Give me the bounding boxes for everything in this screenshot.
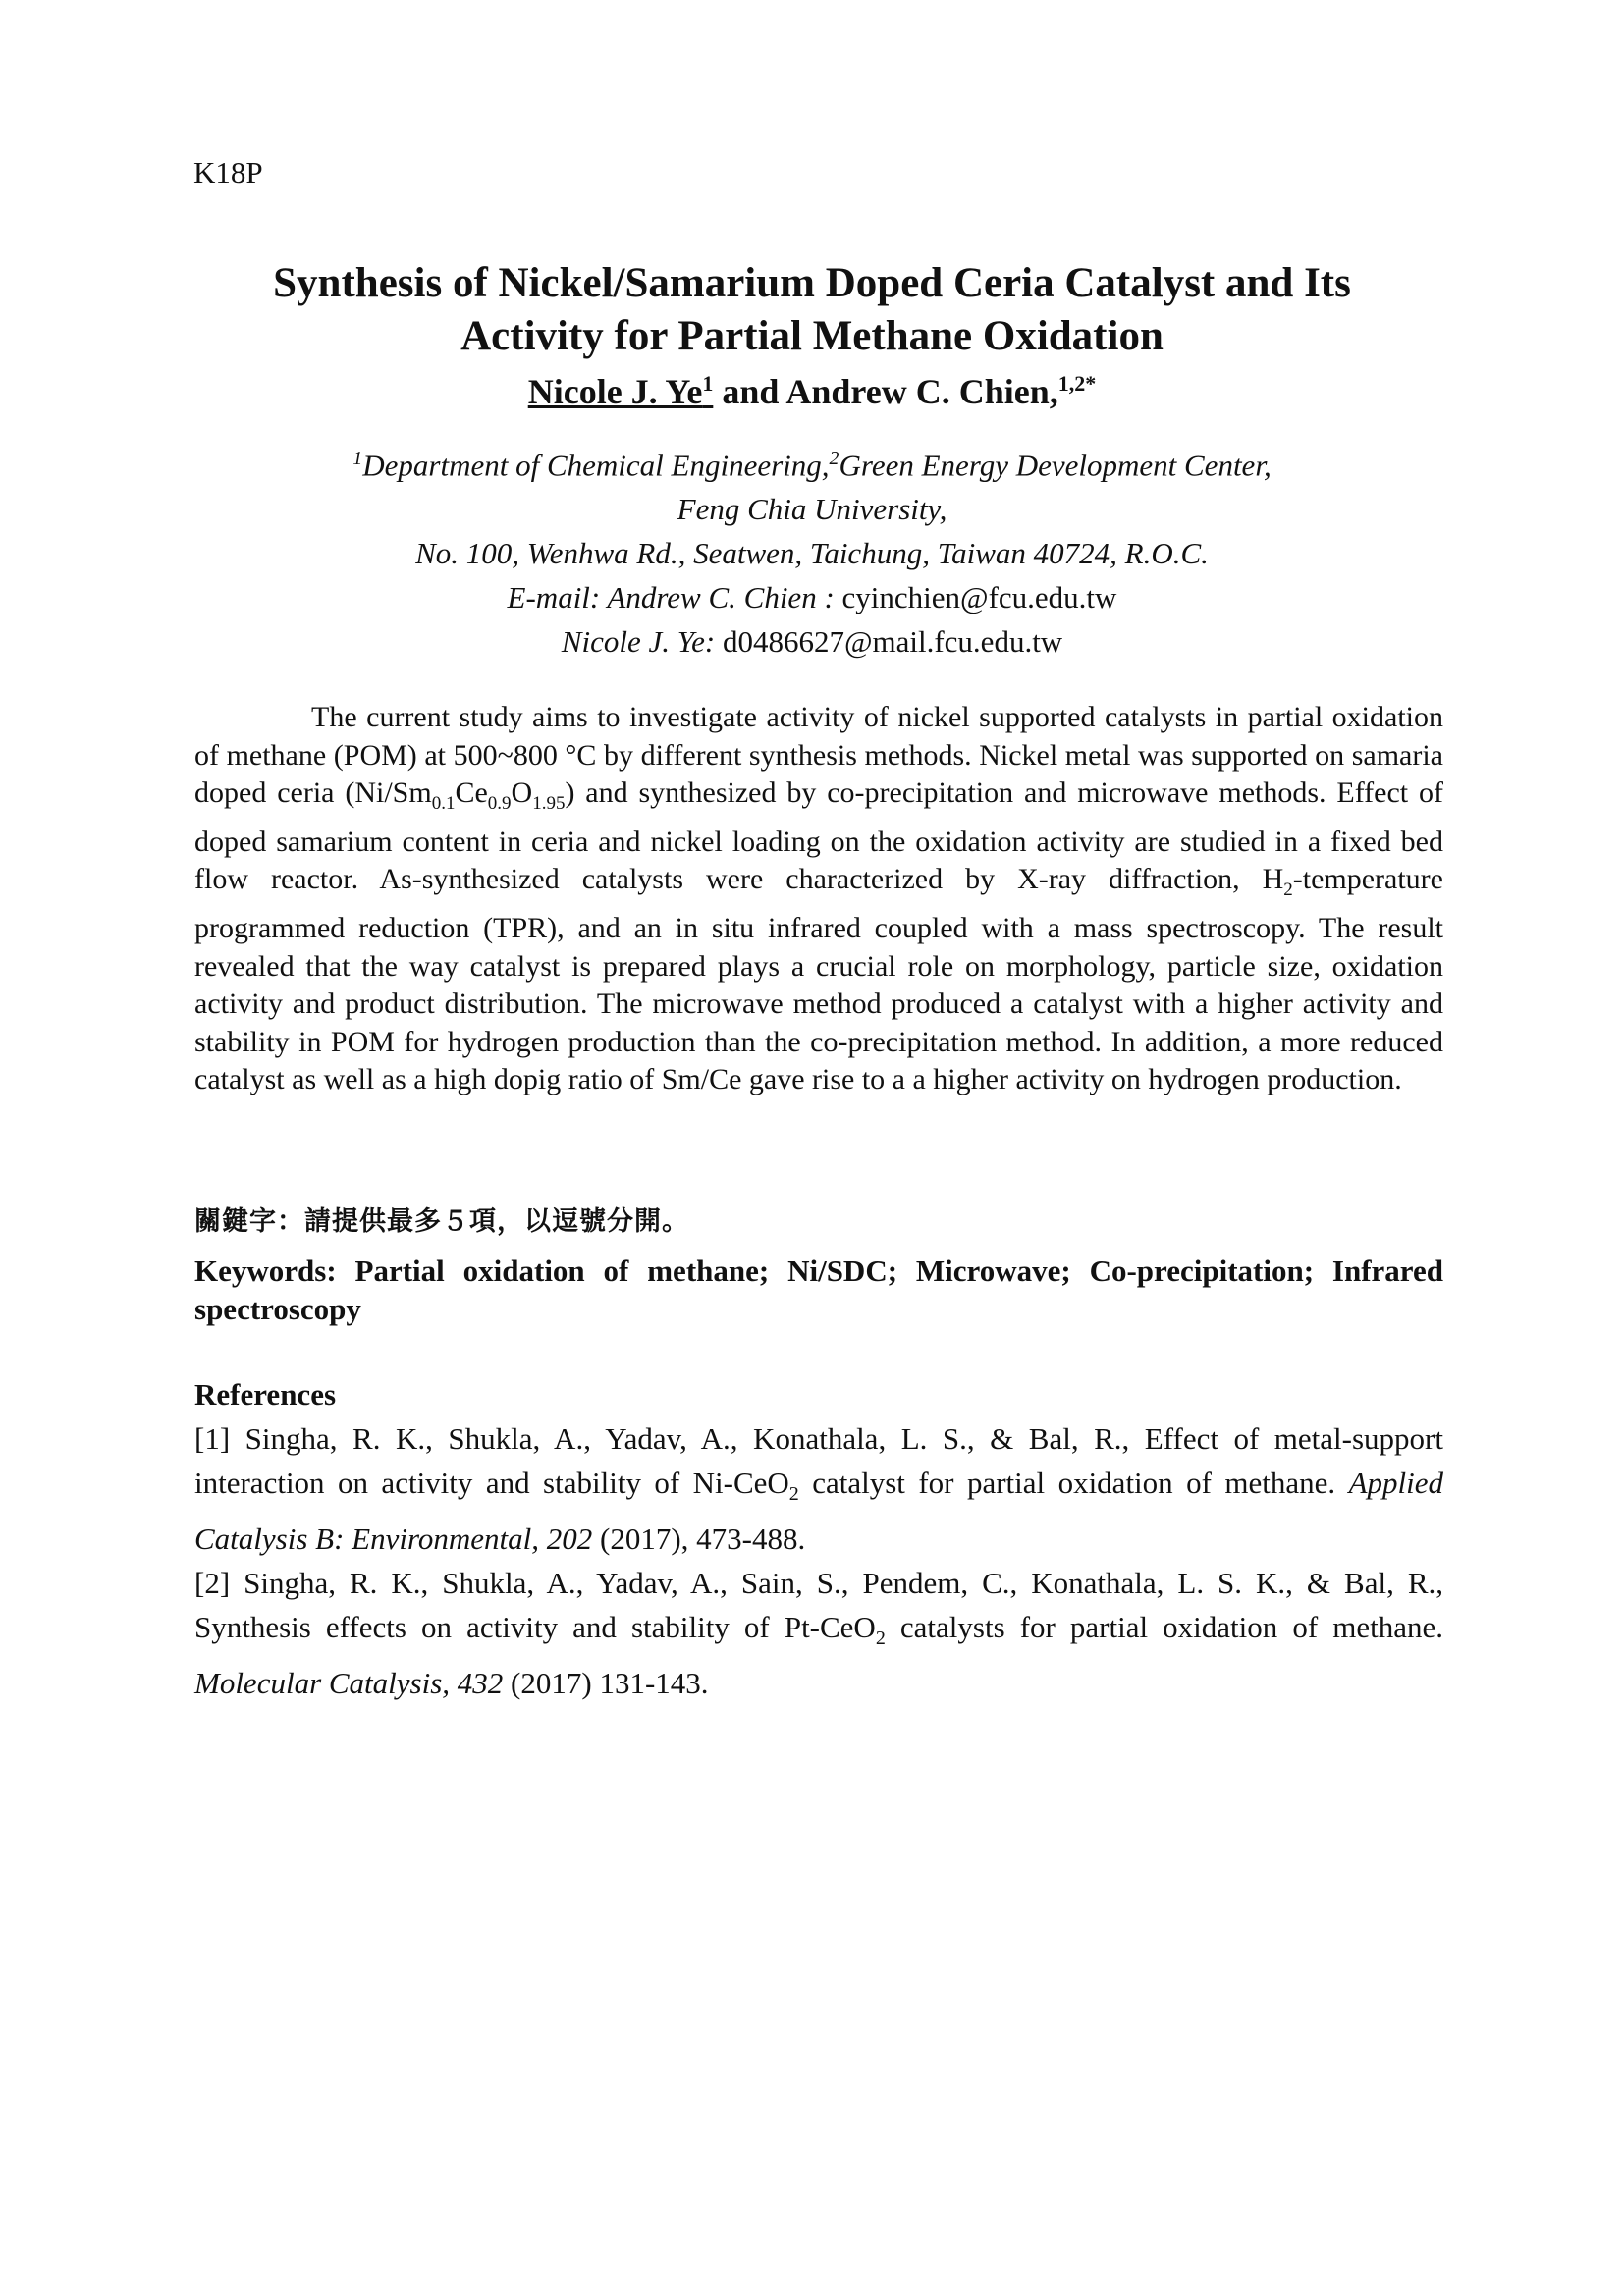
paper-title [157,257,1467,363]
reference-sub: 2 [788,1483,799,1506]
author-2-affil-mark: 1,2* [1057,371,1097,396]
department-2: Green Energy Development Center, [839,448,1272,483]
reference-text: catalyst for partial oxidation of methane. [798,1466,1349,1500]
abstract [194,699,1443,1099]
abstract-sub-3: 1.95 [532,793,566,815]
email-1-label: E-mail: Andrew C. Chien : [507,580,835,615]
paper-code: K18P [193,155,263,189]
abstract-sub-1: 0.1 [431,793,456,815]
reference-journal: Molecular Catalysis, 432 [194,1666,504,1701]
email-1[interactable]: cyinchien@fcu.edu.tw [841,580,1117,615]
reference-journal: Applied Catalysis B: Environmental, 202 [194,1466,1443,1557]
abstract-text-1: The current study aims to investigate activity of nickel supported catalysts in partial oxidation of methane (POM) at 500~800 °C by different synthesis methods. Nickel metal was supported on samaria doped ceria (Ni/Sm [194,701,1443,810]
title-line-2: Activity for Partial Methane Oxidation [460,313,1164,359]
address: No. 100, Wenhwa Rd., Seatwen, Taichung, Taiwan 40724, R.O.C. [415,536,1209,571]
reference-text: [2] Singha, R. K., Shukla, A., Yadav, A., Sain, S., Pendem, C., Konathala, L. S. K., & Bal, R., Synthesis effects on activity and stability of Pt-CeO [194,1566,1443,1645]
reference-sub: 2 [875,1628,886,1650]
author-1-affil-mark: 1 [702,371,714,396]
keywords-instruction-zh: 關鍵字：請提供最多５項，以逗號分開。 [194,1206,689,1237]
references-heading: References [194,1377,337,1412]
author-line [157,371,1467,412]
affil-mark-1: 1 [352,448,363,469]
department-1: Department of Chemical Engineering, [362,448,830,483]
author-2-name: Andrew C. Chien, [785,372,1058,411]
abstract-text-4: ) and synthesized by co-precipitation and microwave methods. Effect of doped samarium content in ceria and nickel loading on the oxidation activity are studied in a fixed bed flow reactor. As-synthesized catalysts were characterized by X-ray diffraction, H [194,776,1443,896]
email-line-2 [157,619,1467,664]
reference-text: catalysts for partial oxidation of methane. [885,1610,1443,1645]
university: Feng Chia University, [677,492,947,527]
reference-item [194,1416,1443,1561]
email-2[interactable]: d0486627@mail.fcu.edu.tw [722,624,1063,660]
references-list [194,1416,1443,1705]
affiliation-block [157,437,1467,664]
reference-item [194,1561,1443,1705]
author-conjunction: and [713,372,786,411]
reference-text: (2017) 131-143. [503,1666,709,1701]
author-1 [528,372,714,411]
abstract-text-3: O [511,776,533,810]
author-1-name: Nicole J. Ye [527,372,703,411]
affiliation-departments [157,437,1467,487]
affil-mark-2: 2 [829,448,839,469]
abstract-sub-4: 2 [1283,880,1293,901]
abstract-text-2: Ce [455,776,488,810]
reference-text: [1] Singha, R. K., Shukla, A., Yadav, A., Konathala, L. S., & Bal, R., Effect of metal-support interaction on activity and stability of Ni-CeO [194,1421,1443,1500]
email-2-label: Nicole J. Ye: [561,624,716,660]
abstract-sub-2: 0.9 [487,793,512,815]
reference-text: (2017), 473-488. [592,1522,806,1557]
keywords: Keywords: Partial oxidation of methane; Ni/SDC; Microwave; Co-precipitation; Infrared spectroscopy [194,1254,1443,1326]
title-line-1: Synthesis of Nickel/Samarium Doped Ceria Catalyst and Its [273,260,1351,306]
abstract-text-5: -temperature programmed reduction (TPR), and an in situ infrared coupled with a mass spectroscopy. The result revealed that the way catalyst is prepared plays a crucial role on morphology, particle size, oxidation activity and product distribution. The microwave method produced a catalyst with a higher activity and stability in POM for hydrogen production than the co-precipitation method. In addition, a more reduced catalyst as well as a high dopig ratio of Sm/Ce gave rise to a a higher activity on hydrogen production. [194,863,1443,1096]
email-line-1 [157,575,1467,619]
